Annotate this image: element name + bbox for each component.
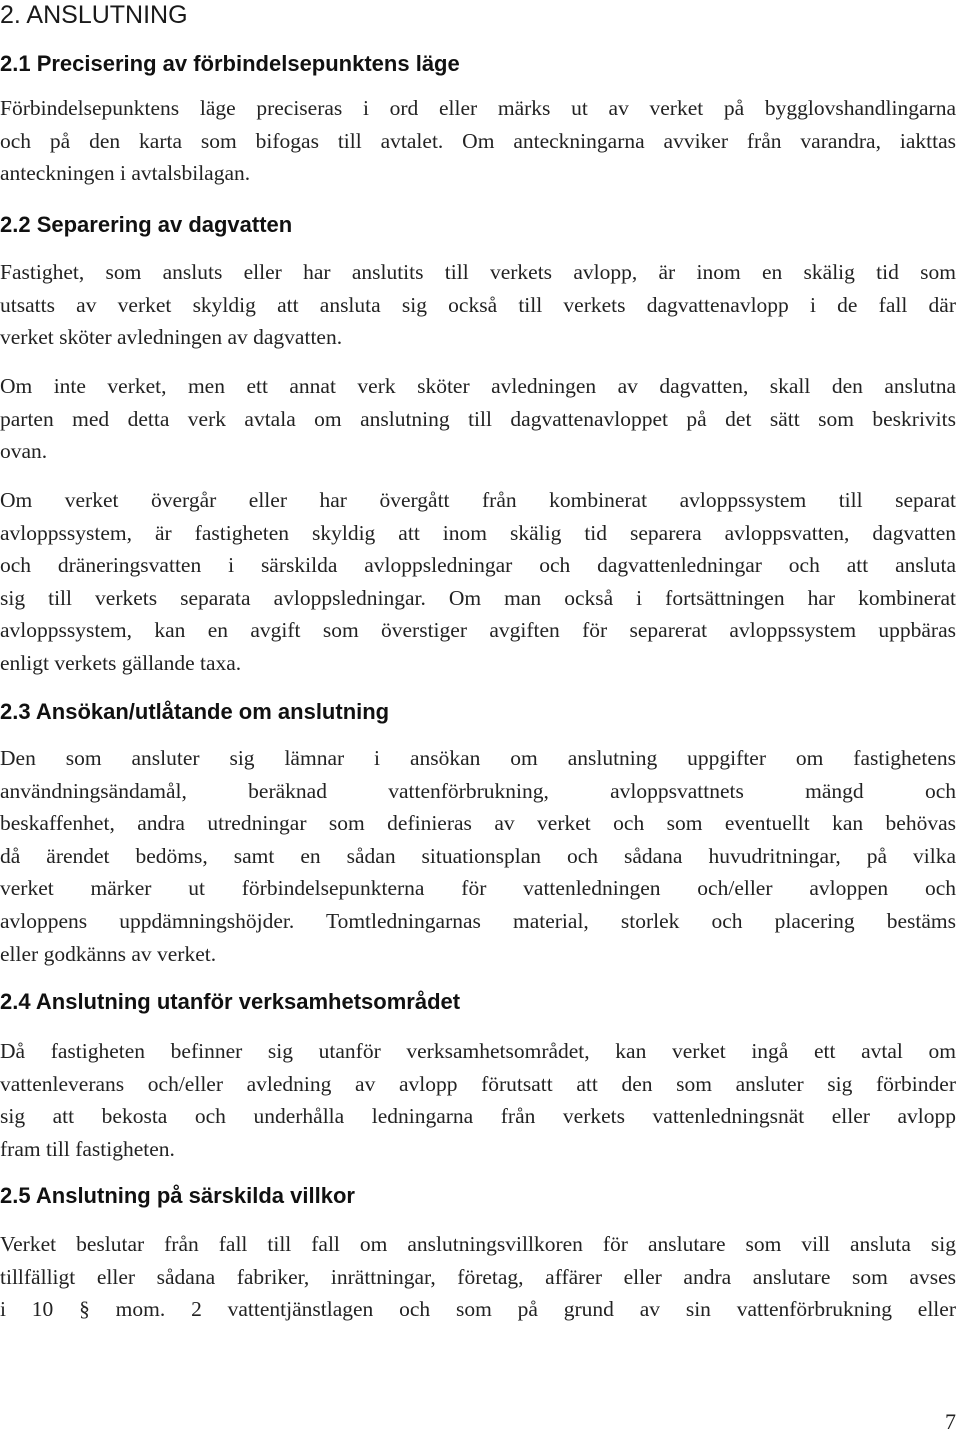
text-line: utsatts av verket skyldig att ansluta sig också till verkets dagvattenavlopp i de fall där	[0, 292, 956, 317]
text-line: sig till verkets separata avloppsledningar. Om man också i fortsättningen har kombinerat	[0, 585, 956, 610]
section-2-3-title: 2.3 Ansökan/utlåtande om anslutning	[0, 699, 390, 724]
text-line: avloppssystem, är fastigheten skyldig att inom skälig tid separera avloppsvatten, dagvatten	[0, 520, 956, 545]
text-line: enligt verkets gällande taxa.	[0, 650, 242, 675]
section-2-2-paragraph-2	[0, 370, 956, 468]
section-2-2-title: 2.2 Separering av dagvatten	[0, 212, 293, 237]
text-line: Den som ansluter sig lämnar i ansökan om anslutning uppgifter om fastighetens	[0, 746, 956, 770]
text-line: Fastighet, som ansluts eller har anslutits till verkets avlopp, är inom en skälig tid som	[0, 260, 956, 284]
text-line: Verket beslutar från fall till fall om anslutningsvillkoren för anslutare som vill ansluta sig	[0, 1232, 956, 1256]
text-line: och dräneringsvatten i särskilda avloppsledningar och dagvattenledningar och att ansluta	[0, 553, 956, 578]
section-2-5-title: 2.5 Anslutning på särskilda villkor	[0, 1183, 355, 1208]
text-line: avloppens uppdämningshöjder. Tomtledningarnas material, storlek och placering bestäms	[0, 908, 956, 933]
text-line: i 10 § mom. 2 vattentjänstlagen och som på grund av sin vattenförbrukning eller	[0, 1297, 956, 1322]
text-line: eller godkänns av verket.	[0, 941, 217, 966]
section-2-5-paragraph-1	[0, 1228, 956, 1326]
section-2-2-paragraph-3	[0, 484, 956, 680]
section-2-2-paragraph-1	[0, 256, 956, 354]
section-2-1-paragraph-1	[0, 92, 956, 190]
section-2-1-title: 2.1 Precisering av förbindelsepunktens läge	[0, 51, 460, 76]
text-line: ovan.	[0, 439, 48, 464]
text-line: vattenleverans och/eller avledning av avlopp förutsatt att den som ansluter sig förbinder	[0, 1071, 956, 1096]
section-2-3-paragraph-1	[0, 742, 956, 970]
text-line: Om inte verket, men ett annat verk sköter avledningen av dagvatten, skall den anslutna	[0, 374, 956, 398]
text-line: tillfälligt eller sådana fabriker, inrättningar, företag, affärer eller andra anslutare som avses	[0, 1264, 956, 1289]
text-line: fram till fastigheten.	[0, 1136, 175, 1161]
text-line: sig att bekosta och underhålla ledningarna från verkets vattenledningsnät eller avlopp	[0, 1104, 956, 1129]
text-line: då ärendet bedöms, samt en sådan situationsplan och sådana huvudritningar, på vilka	[0, 843, 956, 868]
chapter-heading: 2. ANSLUTNING	[0, 1, 188, 29]
text-line: anteckningen i avtalsbilagan.	[0, 161, 251, 186]
section-2-4-title: 2.4 Anslutning utanför verksamhetsområdet	[0, 989, 461, 1014]
text-line: parten med detta verk avtala om anslutning till dagvattenavloppet på det sätt som beskrivits	[0, 406, 956, 431]
text-line: verket sköter avledningen av dagvatten.	[0, 325, 343, 350]
text-line: Om verket övergår eller har övergått från kombinerat avloppssystem till separat	[0, 488, 956, 512]
text-line: Då fastigheten befinner sig utanför verksamhetsområdet, kan verket ingå ett avtal om	[0, 1039, 956, 1063]
text-line: avloppssystem, kan en avgift som överstiger avgiften för separerat avloppssystem uppbäras	[0, 618, 956, 643]
text-line: Förbindelsepunktens läge preciseras i ord eller märks ut av verket på bygglovshandlingarna	[0, 96, 956, 120]
text-line: beskaffenhet, andra utredningar som definieras av verket och som eventuellt kan behövas	[0, 811, 956, 836]
text-line: och på den karta som bifogas till avtalet. Om anteckningarna avviker från varandra, iakttas	[0, 128, 956, 153]
section-2-4-paragraph-1	[0, 1035, 956, 1165]
text-line: användningsändamål, beräknad vattenförbrukning, avloppsvattnets mängd och	[0, 778, 956, 803]
text-line: verket märker ut förbindelsepunkterna för vattenledningen och/eller avloppen och	[0, 876, 956, 901]
page-number: 7	[945, 1409, 956, 1434]
